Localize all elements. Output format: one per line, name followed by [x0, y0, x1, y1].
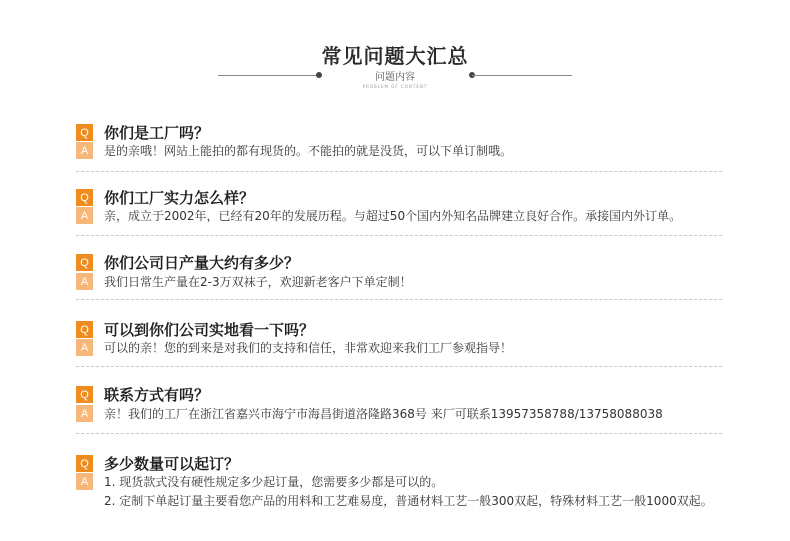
faq-question: 你们工厂实力怎么样？: [104, 189, 255, 207]
faq-question-row: [76, 122, 209, 143]
faq-question-row: [76, 384, 209, 405]
faq-answer: 亲，成立于2002年，已经有20年的发展历程。与超过50个国内外知名品牌建立良好合作。承接国内外订单。: [104, 209, 682, 223]
faq-question-row: [76, 252, 299, 273]
faq-item: [76, 311, 722, 367]
faq-question-row: [76, 453, 239, 474]
faq-item: [76, 118, 722, 172]
faq-question: 多少数量可以起订？: [104, 455, 240, 473]
question-badge: Q: [76, 254, 93, 271]
faq-divider: [76, 366, 722, 367]
faq-question-row: [76, 319, 314, 340]
faq-answer: 亲！我们的工厂在浙江省嘉兴市海宁市海昌街道洛隆路368号 来厂可联系13957358788/13758088038: [104, 407, 663, 421]
title-decoration-line-right: [472, 75, 572, 76]
page-title: 常见问题大汇总: [321, 44, 469, 68]
faq-answer-row: [76, 273, 412, 290]
answer-badge: A: [76, 405, 93, 422]
faq-question-row: [76, 187, 254, 208]
faq-question: 你们公司日产量大约有多少？: [104, 254, 300, 272]
faq-item: [76, 181, 722, 236]
faq-question: 你们是工厂吗？: [104, 124, 210, 142]
faq-question: 可以到你们公司实地看一下吗？: [104, 321, 315, 339]
page-subtitle: 问题内容: [375, 72, 415, 83]
faq-divider: [76, 433, 722, 434]
faq-answer: 我们日常生产量在2-3万双袜子，欢迎新老客户下单定制！: [104, 275, 412, 289]
answer-badge: A: [76, 207, 93, 224]
faq-item: [76, 445, 722, 515]
page-header: [0, 0, 790, 100]
answer-badge: A: [76, 142, 93, 159]
faq-answer: 1. 现货款式没有硬性规定多少起订量，您需要多少都是可以的。: [104, 475, 444, 489]
faq-answer: 是的亲哦！网站上能拍的都有现货的。不能拍的就是没货，可以下单订制哦。: [104, 144, 513, 158]
page-subtitle-english: PROBLEM OF CONTENT: [362, 84, 428, 89]
faq-answer-row: [76, 339, 512, 356]
faq-question: 联系方式有吗？: [104, 386, 210, 404]
faq-answer-row: [76, 207, 681, 224]
faq-answer: 可以的亲！您的到来是对我们的支持和信任，非常欢迎来我们工厂参观指导！: [104, 341, 513, 355]
faq-divider: [76, 171, 722, 172]
faq-answer-row: [76, 405, 663, 422]
faq-answer-row: [76, 473, 443, 490]
question-badge: Q: [76, 321, 93, 338]
answer-badge: A: [76, 339, 93, 356]
faq-divider: [76, 299, 722, 300]
question-badge: Q: [76, 124, 93, 141]
question-badge: Q: [76, 386, 93, 403]
faq-answer-extra: 2. 定制下单起订量主要看您产品的用料和工艺难易度，普通材料工艺一般300双起，特殊材料工艺一般1000双起。: [104, 494, 713, 508]
answer-badge: A: [76, 473, 93, 490]
faq-item: [76, 245, 722, 300]
faq-answer-row: [76, 142, 512, 159]
question-badge: Q: [76, 189, 93, 206]
faq-item: [76, 376, 722, 434]
question-badge: Q: [76, 455, 93, 472]
answer-badge: A: [76, 273, 93, 290]
faq-divider: [76, 235, 722, 236]
